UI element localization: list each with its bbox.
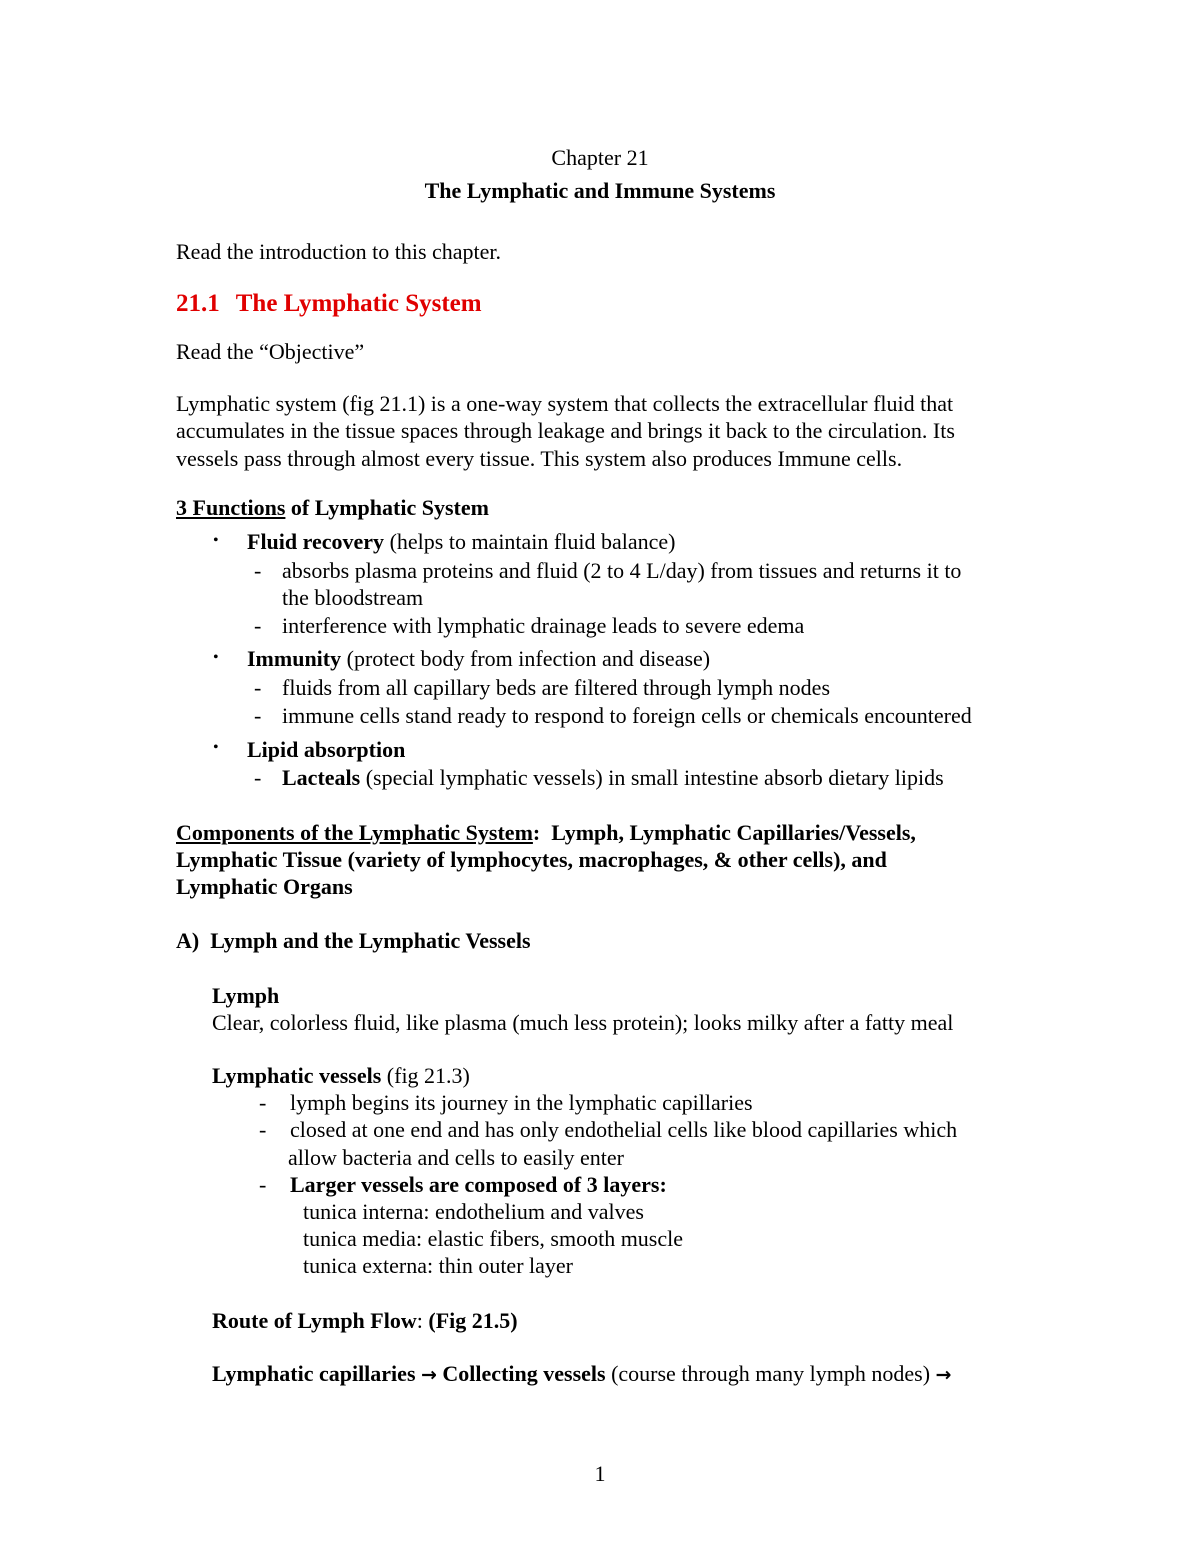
function-subpoint: absorbs plasma proteins and fluid (2 to 4 L/day) from tissues and returns it to — [282, 558, 962, 583]
intro-text: Read the introduction to this chapter. — [176, 239, 502, 264]
functions-heading-rest: of Lymphatic System — [285, 495, 489, 520]
function-name: Immunity — [247, 646, 342, 671]
lymph-heading: Lymph — [212, 983, 280, 1008]
layer-item: tunica media: elastic fibers, smooth muscle — [303, 1226, 684, 1251]
dash-icon: - — [259, 1117, 267, 1142]
function-name: Lipid absorption — [247, 737, 406, 762]
bullet-icon: • — [213, 532, 219, 549]
chapter-label: Chapter 21 — [551, 145, 649, 170]
vessel-point: lymph begins its journey in the lymphatic capillaries — [290, 1090, 753, 1115]
part-a-heading — [176, 930, 531, 952]
part-a-title: Lymph and the Lymphatic Vessels — [210, 928, 531, 953]
route-colon: : — [416, 1308, 429, 1333]
vessels-heading: Lymphatic vessels — [212, 1063, 382, 1088]
layer-item: tunica interna: endothelium and valves — [303, 1199, 644, 1224]
vessel-point: allow bacteria and cells to easily enter — [288, 1145, 624, 1170]
function-desc: (protect body from infection and disease) — [341, 646, 711, 671]
function-subpoint — [282, 767, 944, 789]
function-item — [247, 531, 675, 553]
lacteals-desc: (special lymphatic vessels) in small intestine absorb dietary lipids — [360, 765, 944, 790]
layer-item: tunica externa: thin outer layer — [303, 1253, 573, 1278]
function-subpoint: fluids from all capillary beds are filtered through lymph nodes — [282, 675, 831, 700]
components-line: Lymphatic Organs — [176, 874, 353, 899]
function-name: Fluid recovery — [247, 529, 385, 554]
components-heading: Components of the Lymphatic System — [176, 820, 533, 845]
function-item — [247, 648, 710, 670]
dash-icon: - — [254, 703, 262, 728]
bullet-icon: • — [213, 649, 219, 666]
chapter-title: The Lymphatic and Immune Systems — [424, 178, 776, 203]
section-number: 21.1 — [176, 290, 220, 317]
function-subpoint: the bloodstream — [282, 585, 424, 610]
components-list: Lymph, Lymphatic Capillaries/Vessels, — [551, 820, 916, 845]
part-a-label: A) — [176, 928, 200, 953]
flow-step-2-note: (course through many lymph nodes) — [605, 1361, 931, 1386]
paragraph-line: accumulates in the tissue spaces through leakage and brings it back to the circulation. Its — [176, 418, 955, 443]
dash-icon: - — [259, 1090, 267, 1115]
flow-step-2: Collecting vessels — [442, 1361, 606, 1386]
arrow-right-icon: → — [935, 1364, 952, 1386]
functions-heading-underlined: 3 Functions — [176, 495, 286, 520]
section-heading — [176, 291, 482, 316]
dash-icon: - — [254, 558, 262, 583]
components-line: Lymphatic Tissue (variety of lymphocytes, macrophages, & other cells), and — [176, 847, 887, 872]
vessels-heading-line — [212, 1065, 470, 1087]
objective-text: Read the “Objective” — [176, 339, 365, 364]
lacteals-term: Lacteals — [282, 765, 361, 790]
lymph-description: Clear, colorless fluid, like plasma (much less protein); looks milky after a fatty meal — [212, 1010, 954, 1035]
vessel-point: closed at one end and has only endothelial cells like blood capillaries which — [290, 1117, 958, 1142]
bullet-icon: • — [213, 739, 219, 756]
route-heading: Route of Lymph Flow — [212, 1308, 417, 1333]
dash-icon: - — [259, 1172, 267, 1197]
flow-line — [212, 1363, 951, 1385]
function-subpoint: interference with lymphatic drainage leads to severe edema — [282, 613, 805, 638]
functions-heading — [176, 497, 489, 519]
function-subpoint: immune cells stand ready to respond to foreign cells or chemicals encountered — [282, 703, 972, 728]
paragraph-line: vessels pass through almost every tissue. This system also produces Immune cells. — [176, 446, 903, 471]
components-line — [176, 822, 916, 844]
paragraph-line: Lymphatic system (fig 21.1) is a one-way system that collects the extracellular fluid that — [176, 391, 954, 416]
vessels-figure-ref: (fig 21.3) — [381, 1063, 470, 1088]
dash-icon: - — [254, 675, 262, 700]
route-heading-line — [212, 1310, 518, 1332]
route-figure-ref: (Fig 21.5) — [428, 1308, 518, 1333]
page-number: 1 — [594, 1461, 606, 1486]
flow-step-1: Lymphatic capillaries — [212, 1361, 416, 1386]
components-colon: : — [532, 820, 541, 845]
vessel-point: Larger vessels are composed of 3 layers: — [290, 1172, 667, 1197]
function-desc: (helps to maintain fluid balance) — [384, 529, 676, 554]
section-title: The Lymphatic System — [235, 290, 482, 317]
dash-icon: - — [254, 765, 262, 790]
dash-icon: - — [254, 613, 262, 638]
arrow-right-icon: → — [421, 1364, 437, 1386]
